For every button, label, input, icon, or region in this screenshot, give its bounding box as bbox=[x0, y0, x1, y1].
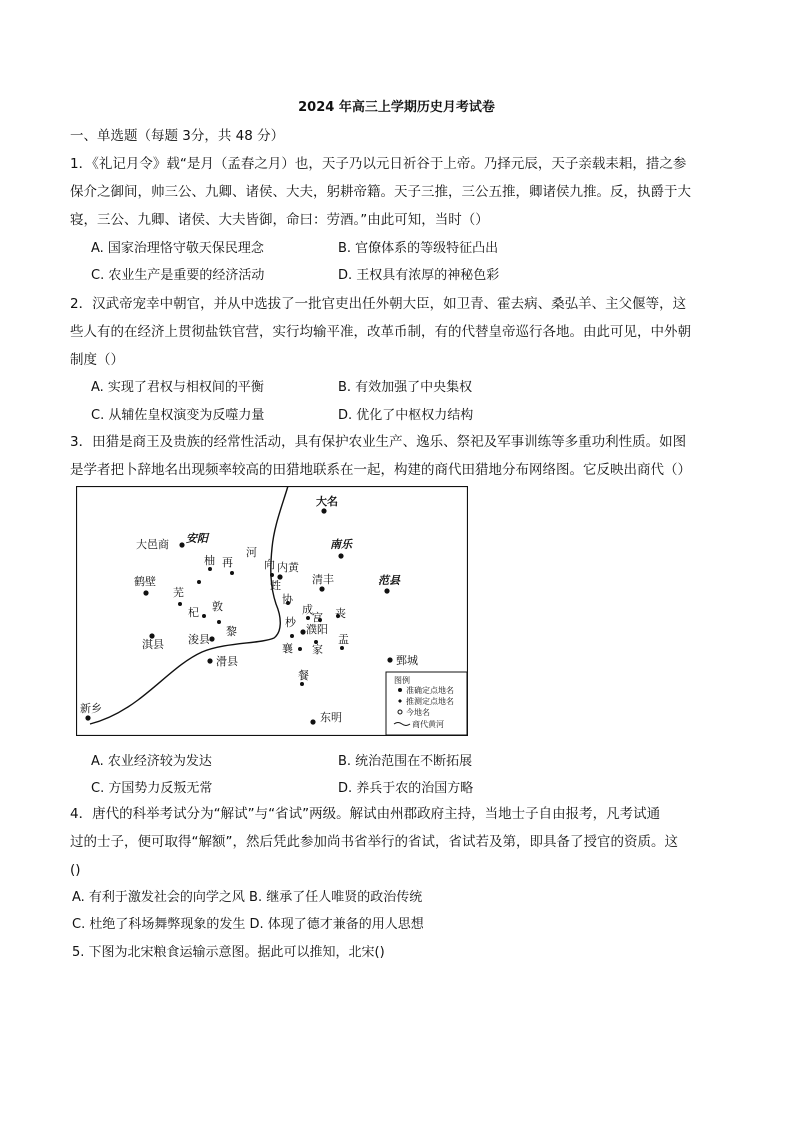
question-1-option-d[interactable]: D. 王权具有浓厚的神秘色彩 bbox=[338, 268, 500, 283]
site-xiang-label: 向 bbox=[264, 558, 275, 571]
question-3-option-b[interactable]: B. 统治范围在不断拓展 bbox=[338, 754, 473, 769]
question-3-stem bbox=[70, 428, 726, 484]
question-4-stem bbox=[70, 800, 726, 884]
dayishang-label: 大邑商 bbox=[136, 538, 169, 551]
site-he-label: 河 bbox=[246, 546, 257, 559]
junxian-label: 浚县 bbox=[188, 633, 210, 646]
exam-title: 2024 年高三上学期历史月考试卷 bbox=[298, 100, 495, 115]
puyang-marker bbox=[300, 629, 305, 634]
question-4-line: 4．唐代的科举考试分为“解试”与“省试”两级。解试由州郡政府主持，当地士子自由报考，凡考试通 bbox=[70, 806, 661, 822]
question-3-option-a[interactable]: A. 农业经济较为发达 bbox=[91, 754, 212, 769]
legend-item-2: 推测定点地名 bbox=[406, 697, 454, 706]
xinxiang-label: 新乡 bbox=[80, 702, 102, 715]
puyang-label: 濮阳 bbox=[306, 623, 328, 636]
qingfeng-marker bbox=[319, 586, 324, 591]
site-yu-label: 芜 bbox=[173, 586, 184, 599]
site-rang-label: 襄 bbox=[282, 642, 293, 655]
site-you-label: 柚 bbox=[204, 554, 215, 567]
qingfeng-label: 清丰 bbox=[312, 573, 334, 586]
nanle-marker bbox=[338, 553, 343, 558]
site-gong-label: 宫 bbox=[312, 611, 323, 624]
question-4-options-ab[interactable]: A. 有利于激发社会的向学之风 B. 继承了任人唯贤的政治传统 bbox=[72, 890, 423, 905]
question-1-line: 保介之御间，帅三公、九卿、诸侯、大夫，躬耕帝籍。天子三推，三公五推，卿诸侯九推。反，执爵于大 bbox=[70, 184, 691, 200]
site-can-label: 餐 bbox=[298, 669, 309, 682]
question-2-stem bbox=[70, 290, 726, 374]
question-1-line: 寝，三公、九卿、诸侯、大夫皆御，命曰：劳酒。”由此可知，当时（） bbox=[70, 212, 489, 228]
question-3-option-c[interactable]: C. 方国势力反叛无常 bbox=[91, 781, 213, 796]
question-1-option-a[interactable]: A. 国家治理恪守敬天保民理念 bbox=[91, 241, 264, 256]
question-3-line: 3．田猎是商王及贵族的经常性活动，具有保护农业生产、逸乐、祭祀及军事训练等多重功利性质。如图 bbox=[70, 434, 687, 450]
question-2-option-b[interactable]: B. 有效加强了中央集权 bbox=[338, 380, 473, 395]
fanxian-label: 范县 bbox=[378, 574, 400, 587]
dongming-marker bbox=[310, 719, 315, 724]
question-1-line: 1．《礼记月令》载“是月（孟春之月）也，天子乃以元日祈谷于上帝。乃择元辰，天子亲载耒耜，措之参 bbox=[70, 156, 687, 172]
site-chao-label: 杪 bbox=[285, 616, 296, 629]
legend-item-3: 今地名 bbox=[406, 708, 430, 717]
fanxian-marker bbox=[384, 588, 389, 593]
shang-hunting-map bbox=[76, 486, 468, 736]
legend-item-1: 准确定点地名 bbox=[406, 686, 454, 695]
site-sang-label: 丧 bbox=[335, 607, 346, 620]
question-2-line: 2．汉武帝宠幸中朝官，并从中选拔了一批官吏出任外朝大臣，如卫青、霍去病、桑弘羊、主父偃等，这 bbox=[70, 296, 687, 312]
question-1-option-c[interactable]: C. 农业生产是重要的经济活动 bbox=[91, 268, 265, 283]
site-sheng-label: 甡 bbox=[270, 579, 281, 592]
juancheng-marker bbox=[387, 657, 392, 662]
legend-item-4: 商代黄河 bbox=[412, 720, 444, 729]
site-li-label: 黎 bbox=[226, 625, 237, 638]
map-svg bbox=[76, 486, 468, 736]
question-4-options-cd[interactable]: C. 杜绝了科场舞弊现象的发生 D. 体现了德才兼备的用人思想 bbox=[72, 917, 424, 932]
huaxian-marker bbox=[207, 658, 212, 663]
site-ji-label: 杞 bbox=[188, 606, 199, 619]
question-2-line: 制度（） bbox=[70, 352, 124, 368]
question-1-option-b[interactable]: B. 官僚体系的等级特征凸出 bbox=[338, 241, 499, 256]
section-header: 一、单选题（每题 3分，共 48 分） bbox=[70, 128, 285, 144]
daming-marker bbox=[321, 508, 326, 513]
daming-label: 大名 bbox=[316, 495, 338, 508]
legend-title: 图例 bbox=[394, 676, 410, 685]
site-cheng-label: 成 bbox=[302, 603, 313, 616]
juancheng-label: 鄄城 bbox=[396, 654, 418, 667]
nanle-label: 南乐 bbox=[330, 538, 352, 551]
question-5-stem: 5. 下图为北宋粮食运输示意图。据此可以推知，北宋() bbox=[72, 945, 385, 960]
question-4-line: () bbox=[70, 862, 81, 878]
anyang-label: 安阳 bbox=[186, 532, 208, 545]
site-jia-label: 家 bbox=[312, 643, 323, 656]
question-3-option-d[interactable]: D. 养兵于农的治国方略 bbox=[338, 781, 474, 796]
question-2-option-c[interactable]: C. 从辅佐皇权演变为反噬力量 bbox=[91, 408, 265, 423]
question-3-line: 是学者把卜辞地名出现频率较高的田猎地联系在一起，构建的商代田猎地分布网络图。它反映出商代（） bbox=[70, 462, 691, 478]
question-2-option-d[interactable]: D. 优化了中枢权力结构 bbox=[338, 408, 474, 423]
map-legend bbox=[386, 672, 467, 735]
qixian-label: 淇县 bbox=[142, 638, 164, 651]
neihuang-label: 内黄 bbox=[277, 561, 299, 574]
dayishang-marker bbox=[179, 542, 184, 547]
site-jiao-label: 敦 bbox=[212, 600, 223, 613]
hebi-marker bbox=[143, 590, 148, 595]
site-zai-label: 再 bbox=[222, 556, 233, 569]
xinxiang-marker bbox=[85, 715, 90, 720]
question-2-option-a[interactable]: A. 实现了君权与相权间的平衡 bbox=[91, 380, 264, 395]
question-1-stem bbox=[70, 150, 726, 234]
huaxian-label: 滑县 bbox=[216, 655, 238, 668]
junxian-marker bbox=[209, 636, 214, 641]
hebi-label: 鹤壁 bbox=[134, 575, 156, 588]
site-shui-label: 盂 bbox=[338, 633, 349, 646]
site-xie-label: 协 bbox=[282, 593, 293, 606]
question-4-line: 过的士子，便可取得“解额”，然后凭此参加尚书省举行的省试，省试若及第，即具备了授官的资质。这 bbox=[70, 834, 678, 850]
dongming-label: 东明 bbox=[320, 711, 342, 724]
question-2-line: 些人有的在经济上贯彻盐铁官营，实行均输平准，改革币制，有的代替皇帝巡行各地。由此可见，中外朝 bbox=[70, 324, 691, 340]
